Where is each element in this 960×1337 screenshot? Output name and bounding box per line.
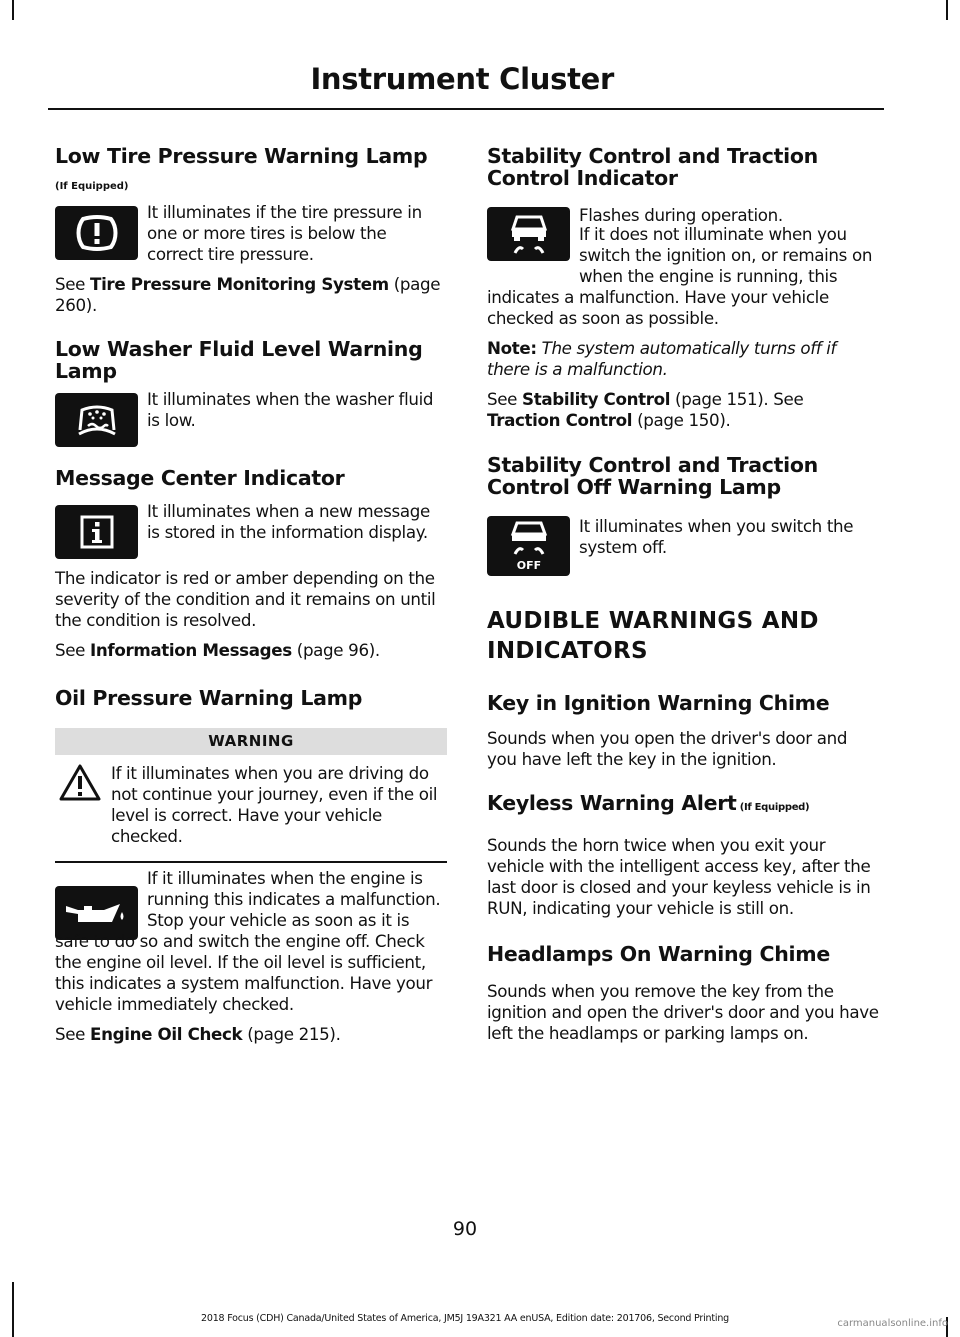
oil-see: See Engine Oil Check (page 215). [55,1024,341,1044]
crop-mark-tr-v [946,0,948,20]
audible-heading: AUDIBLE WARNINGS AND INDICATORS [487,608,819,664]
warning-row [55,763,447,847]
message-heading: Message Center Indicator [55,466,345,490]
message-text: It illuminates when a new message is stored in the information display. [147,501,430,542]
page-header [48,58,884,110]
washer-row [55,389,447,447]
washer-heading: Low Washer Fluid Level Warning Lamp [55,337,423,383]
traction-control-link[interactable]: Traction Control [487,410,633,430]
low-tire-see: See Tire Pressure Monitoring System (page 260). [55,274,441,315]
message-para: The indicator is red or amber depending on the severity of the condition and it remains on until the condition is resolved. [55,568,436,630]
washer-fluid-icon [55,393,138,447]
page-number: 90 [452,1218,478,1240]
tpms-link[interactable]: Tire Pressure Monitoring System [90,274,389,294]
low-tire-heading: Low Tire Pressure Warning Lamp [55,144,428,168]
stability-control-link[interactable]: Stability Control [522,389,671,409]
stability-heading: Stability Control and Traction Control Indicator [487,144,818,190]
keyless-heading: Keyless Warning Alert (If Equipped) [487,791,810,815]
stability-off-row [487,512,879,576]
oil-text: If it illuminates when the engine is running this indicates a malfunction. Stop your vehicle as soon as it is safe to do so and switch the engine off. Check the engine oil level. If the oil level is sufficient, this indicates a system malfunction. Have your vehicle immediately checked. [55,868,441,1014]
info-icon [55,505,138,559]
keyless-tag: (If Equipped) [736,802,810,813]
message-row [55,501,447,559]
message-see: See Information Messages (page 96). [55,640,380,660]
crop-mark-tl-v [12,0,14,20]
stability-off-icon-label: OFF [516,559,541,572]
stability-icon-wrap [487,205,579,271]
left-column [55,145,447,1045]
crop-mark-bl-v [12,1282,14,1337]
watermark: carmanualsonline.info [837,1318,948,1329]
info-messages-link[interactable]: Information Messages [90,640,292,660]
key-chime-text: Sounds when you open the driver's door and you have left the key in the ignition. [487,728,848,769]
warning-rule [55,861,447,863]
warning-bar: WARNING [55,728,447,755]
engine-oil-link[interactable]: Engine Oil Check [90,1024,243,1044]
stability-off-text: It illuminates when you switch the system off. [579,516,854,557]
footer-text: 2018 Focus (CDH) Canada/United States of America, JM5J 19A321 AA enUSA, Edition date: 201706, Second Printing [201,1313,729,1324]
page-title: Instrument Cluster [310,62,614,96]
low-tire-text: It illuminates if the tire pressure in one or more tires is below the correct tire pressure. [147,202,422,264]
stability-control-icon [487,207,570,261]
oil-heading: Oil Pressure Warning Lamp [55,686,363,710]
tire-pressure-icon [55,206,138,260]
warning-triangle-icon [55,763,105,803]
washer-text: It illuminates when the washer fluid is low. [147,389,434,430]
stability-off-icon [487,516,570,576]
keyless-text: Sounds the horn twice when you exit your vehicle with the intelligent access key, after the last door is closed and your keyless vehicle is in RUN, indicating your vehicle is still on. [487,835,871,918]
headlamps-text: Sounds when you remove the key from the ignition and open the driver's door and you have left the headlamps or parking lamps on. [487,981,879,1043]
stability-see: See Stability Control (page 151). See Traction Control (page 150). [487,389,804,430]
low-tire-tag: (If Equipped) [55,181,129,192]
headlamps-heading: Headlamps On Warning Chime [487,942,830,966]
stability-text-block: Flashes during operation. [487,205,879,226]
right-column [487,145,879,1044]
key-chime-heading: Key in Ignition Warning Chime [487,691,830,715]
stability-note: Note: The system automatically turns off if there is a malfunction. [487,338,837,379]
low-tire-row [55,202,447,265]
stability-text2: If it does not illuminate when you switch the ignition on, or remains on when the engine is running, this indicates a malfunction. Have your vehicle checked as soon as possible. [487,224,873,328]
warning-text: If it illuminates when you are driving do not continue your journey, even if the oil level is correct. Have your vehicle checked. [111,763,438,846]
stability-off-heading: Stability Control and Traction Control Off Warning Lamp [487,453,818,499]
